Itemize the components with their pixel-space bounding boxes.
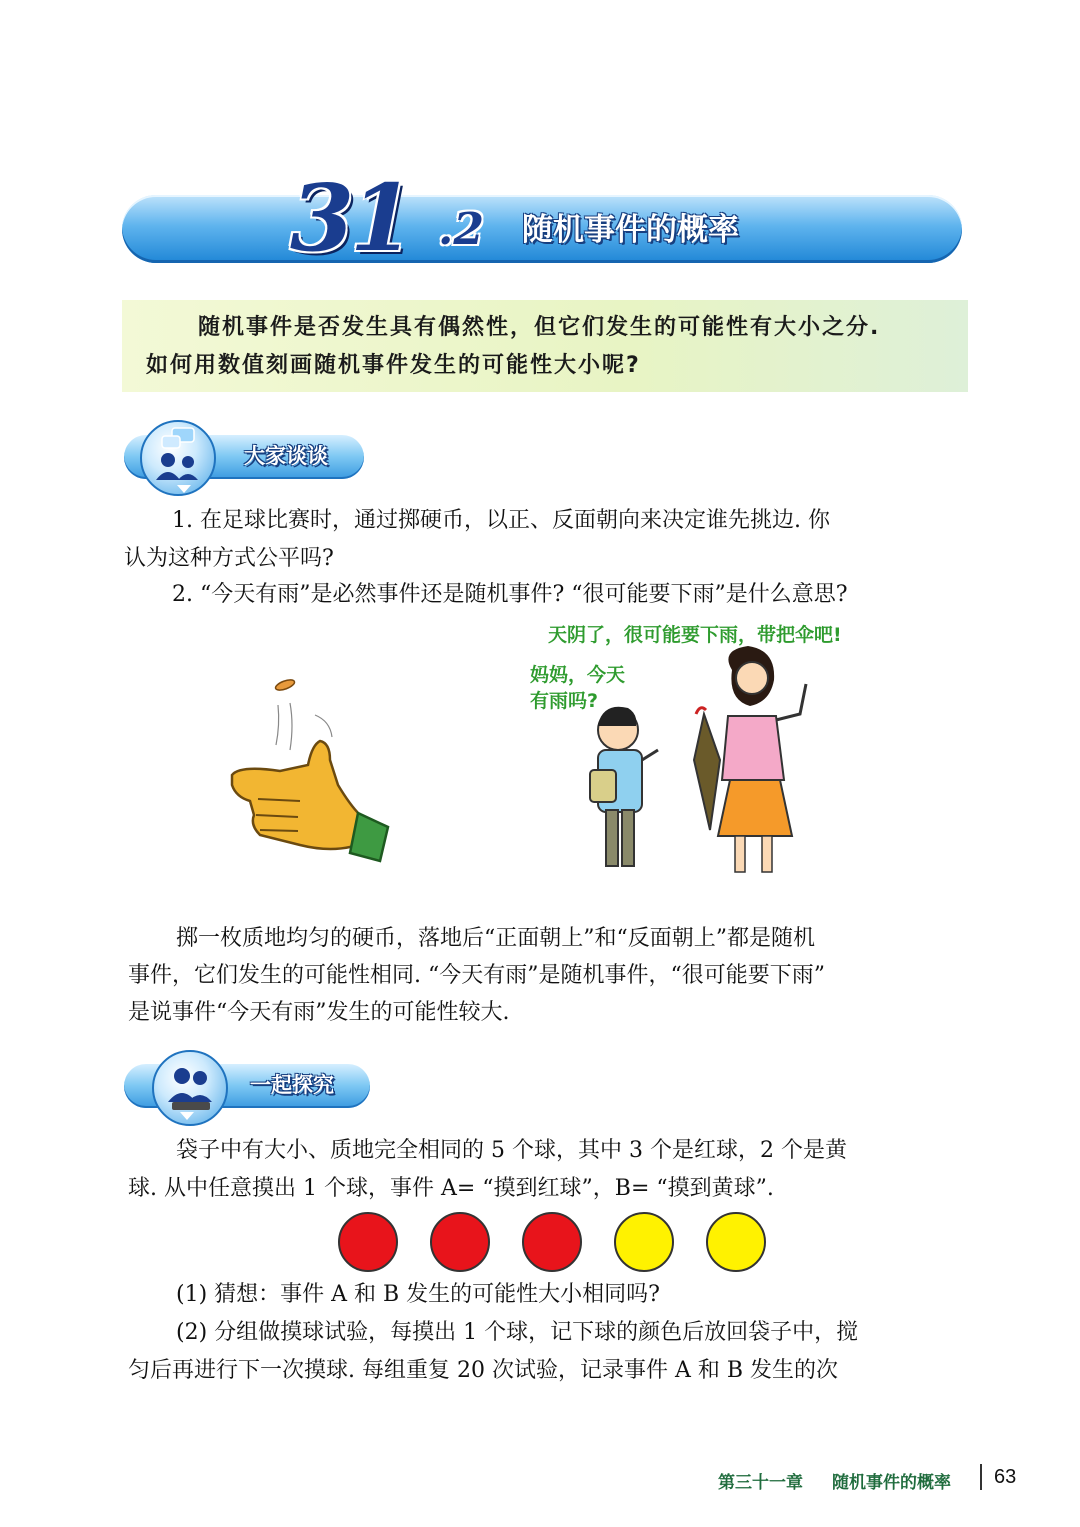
yellow-ball (614, 1212, 674, 1272)
discuss-arrow-icon (177, 485, 191, 493)
child-speech-line-2: 有雨吗? (530, 690, 599, 712)
intro-line-1: 随机事件是否发生具有偶然性，但它们发生的可能性有大小之分. (198, 315, 881, 340)
question-2: 2. “今天有雨”是必然事件还是随机事件? “很可能要下雨”是什么意思? (172, 582, 848, 607)
footer-divider (980, 1464, 982, 1490)
step-2-line-1: (2) 分组做摸球试验，每摸出 1 个球，记下球的颜色后放回袋子中，搅 (176, 1320, 859, 1345)
red-ball (522, 1212, 582, 1272)
explanation-line-3: 是说事件“今天有雨”发生的可能性较大. (128, 1000, 510, 1025)
section-number-main: 31 (290, 164, 411, 272)
section-number-sub: .2 (438, 204, 484, 255)
explanation-line-2: 事件，它们发生的可能性相同. “今天有雨”是随机事件，“很可能要下雨” (128, 963, 825, 988)
coin-toss-hand-illustration (220, 665, 400, 885)
discuss-label: 大家谈谈 (244, 444, 328, 468)
section-title: 随机事件的概率 (522, 212, 739, 248)
step-1: (1) 猜想：事件 A 和 B 发生的可能性大小相同吗? (176, 1282, 660, 1307)
footer-section: 随机事件的概率 (832, 1473, 951, 1493)
page-number: 63 (994, 1466, 1017, 1488)
red-ball (430, 1212, 490, 1272)
question-1-line-1: 1. 在足球比赛时，通过掷硬币，以正、反面朝向来决定谁先挑边. 你 (172, 508, 830, 533)
question-1-line-2: 认为这种方式公平吗? (124, 546, 334, 571)
child-speech-line-1: 妈妈，今天 (530, 664, 626, 686)
explore-line-1: 袋子中有大小、质地完全相同的 5 个球，其中 3 个是红球，2 个是黄 (176, 1138, 847, 1163)
explore-arrow-icon (180, 1112, 194, 1120)
intro-box (122, 300, 968, 392)
explanation-line-1: 掷一枚质地均匀的硬币，落地后“正面朝上”和“反面朝上”都是随机 (176, 926, 815, 951)
step-2-line-2: 匀后再进行下一次摸球. 每组重复 20 次试验，记录事件 A 和 B 发生的次 (128, 1358, 838, 1383)
explore-label: 一起探究 (250, 1073, 334, 1097)
mother-child-illustration (570, 640, 840, 885)
footer-chapter: 第三十一章 (718, 1473, 803, 1493)
red-ball (338, 1212, 398, 1272)
explore-line-2: 球. 从中任意摸出 1 个球，事件 A= “摸到红球”，B= “摸到黄球”. (128, 1176, 774, 1201)
yellow-ball (706, 1212, 766, 1272)
intro-line-2: 如何用数值刻画随机事件发生的可能性大小呢? (146, 353, 641, 378)
mother-speech: 天阴了，很可能要下雨，带把伞吧! (548, 624, 842, 646)
